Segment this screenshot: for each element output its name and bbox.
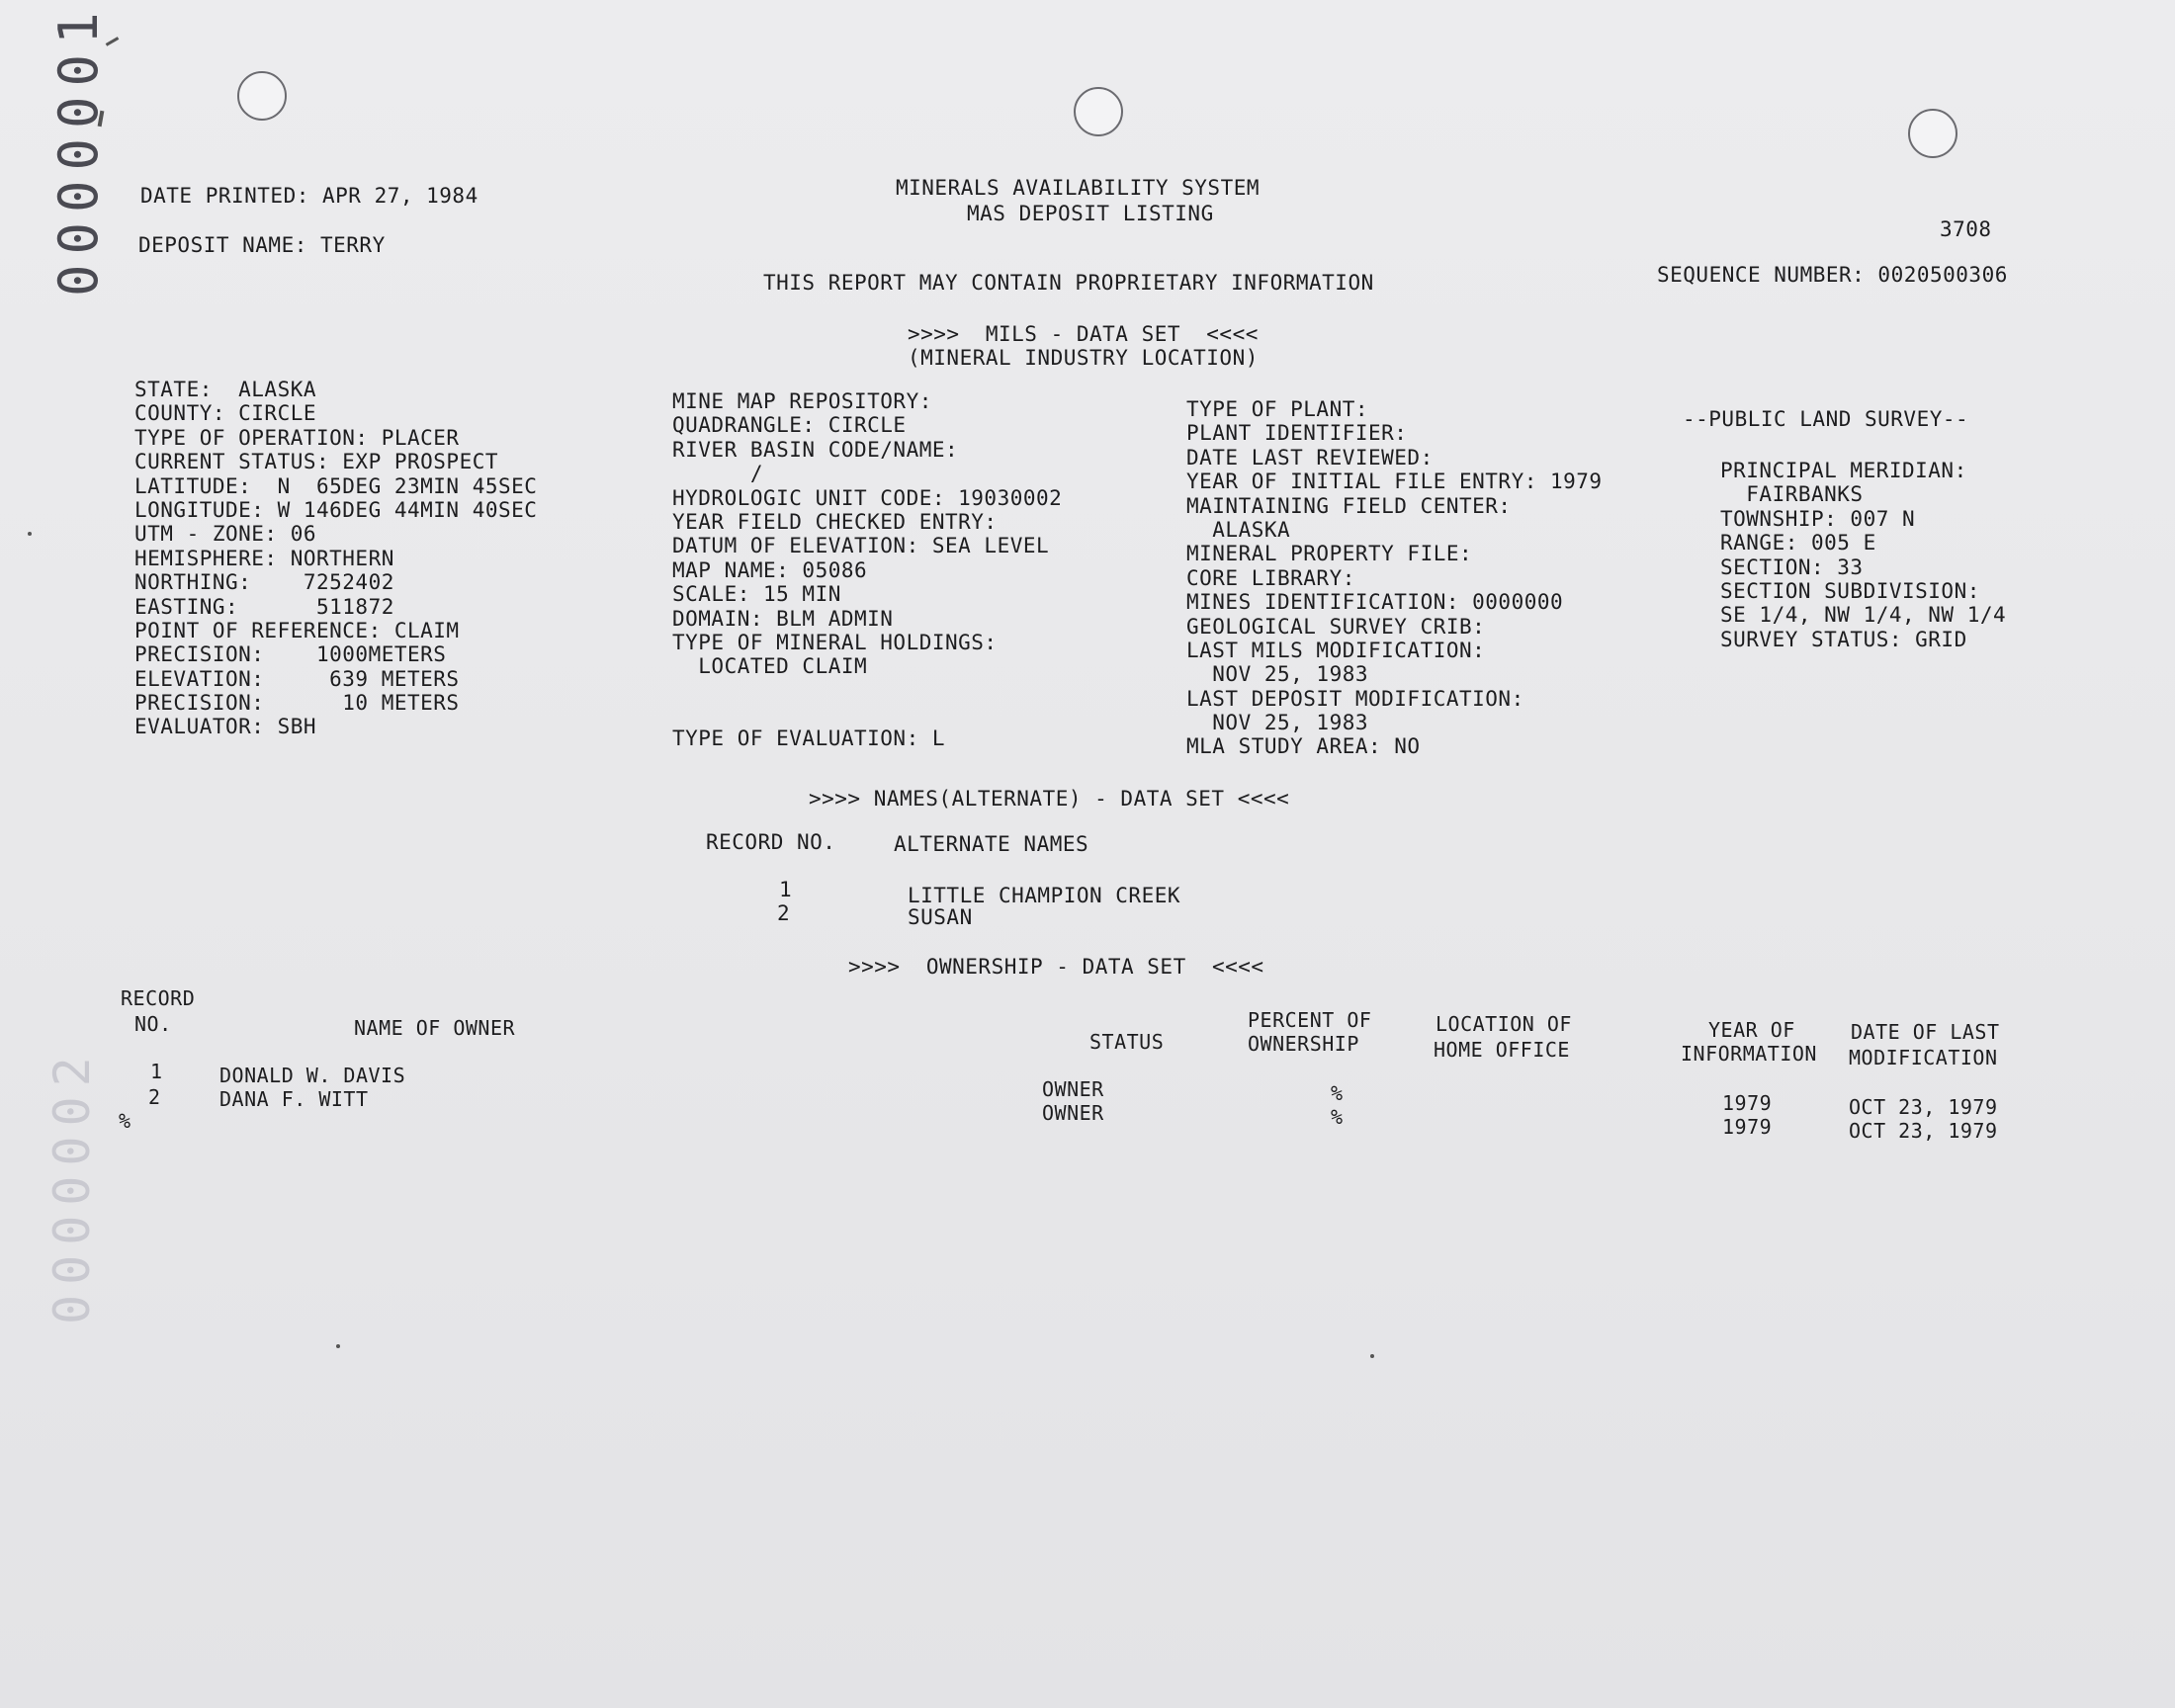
side-number-stamp-faint: 0000002 bbox=[44, 1047, 101, 1324]
date-printed: DATE PRINTED: APR 27, 1984 bbox=[140, 184, 478, 208]
own-header-date: MODIFICATION bbox=[1849, 1046, 1998, 1069]
owner-date: OCT 23, 1979 bbox=[1849, 1119, 1998, 1143]
field-line: MLA STUDY AREA: NO bbox=[1186, 734, 1421, 759]
field-line: ALASKA bbox=[1186, 517, 1291, 542]
field-line: MINES IDENTIFICATION: 0000000 bbox=[1186, 590, 1564, 615]
owner-percent: % bbox=[1331, 1081, 1344, 1105]
ownership-heading: >>>> OWNERSHIP - DATA SET <<<< bbox=[848, 955, 1264, 979]
own-header-record: RECORD bbox=[121, 986, 196, 1010]
field-line: MINE MAP REPOSITORY: bbox=[672, 389, 932, 413]
own-header-year: INFORMATION bbox=[1681, 1042, 1817, 1066]
alt-name: LITTLE CHAMPION CREEK bbox=[908, 884, 1181, 907]
side-number-stamp: 0000001 bbox=[47, 2, 110, 297]
field-line: DATE LAST REVIEWED: bbox=[1186, 445, 1434, 470]
field-line: MINERAL PROPERTY FILE: bbox=[1186, 542, 1473, 566]
proprietary-note: THIS REPORT MAY CONTAIN PROPRIETARY INFORMATION bbox=[763, 271, 1374, 295]
owner-name: DANA F. WITT bbox=[219, 1087, 369, 1111]
field-line: PRECISION: 10 METERS bbox=[134, 691, 460, 716]
land-survey-title: --PUBLIC LAND SURVEY-- bbox=[1683, 407, 1969, 431]
field-line: LONGITUDE: W 146DEG 44MIN 40SEC bbox=[134, 497, 538, 522]
mils-heading: >>>> MILS - DATA SET <<<< bbox=[908, 322, 1259, 346]
names-col-record: RECORD NO. bbox=[706, 830, 836, 854]
own-header-status: STATUS bbox=[1089, 1030, 1165, 1054]
field-line: NORTHING: 7252402 bbox=[134, 570, 394, 595]
field-line: LAST DEPOSIT MODIFICATION: bbox=[1186, 686, 1524, 711]
field-line: CURRENT STATUS: EXP PROSPECT bbox=[134, 450, 499, 474]
owner-status: OWNER bbox=[1042, 1101, 1104, 1125]
alt-name-no: 1 bbox=[779, 878, 793, 901]
owner-date: OCT 23, 1979 bbox=[1849, 1095, 1998, 1119]
field-line: TYPE OF EVALUATION: L bbox=[672, 726, 946, 751]
system-title: MINERALS AVAILABILITY SYSTEM bbox=[896, 176, 1261, 200]
field-line: MAINTAINING FIELD CENTER: bbox=[1186, 493, 1512, 518]
owner-year: 1979 bbox=[1722, 1091, 1773, 1115]
field-line: FAIRBANKS bbox=[1720, 482, 1864, 507]
page-number: 3708 bbox=[1940, 217, 1992, 241]
owner-status: OWNER bbox=[1042, 1077, 1104, 1101]
mils-map-column bbox=[672, 389, 1062, 751]
field-line bbox=[672, 679, 1062, 703]
field-line: YEAR FIELD CHECKED ENTRY: bbox=[672, 509, 998, 534]
own-header-location: HOME OFFICE bbox=[1434, 1038, 1570, 1062]
field-line: PRINCIPAL MERIDIAN: bbox=[1720, 459, 1967, 482]
field-line: LOCATED CLAIM bbox=[672, 654, 868, 679]
listing-title: MAS DEPOSIT LISTING bbox=[967, 202, 1214, 225]
field-line: EASTING: 511872 bbox=[134, 594, 394, 619]
field-line: SCALE: 15 MIN bbox=[672, 582, 841, 607]
field-line: LAST MILS MODIFICATION: bbox=[1186, 638, 1486, 662]
field-line: / bbox=[672, 462, 764, 486]
alt-name: SUSAN bbox=[908, 905, 973, 929]
alt-name-no: 2 bbox=[777, 901, 791, 925]
field-line: MAP NAME: 05086 bbox=[672, 557, 868, 582]
field-line bbox=[672, 703, 1062, 726]
own-header-no: NO. bbox=[134, 1012, 172, 1036]
own-header-name: NAME OF OWNER bbox=[354, 1016, 516, 1040]
owner-percent: % bbox=[1331, 1105, 1344, 1129]
field-line: DOMAIN: BLM ADMIN bbox=[672, 606, 894, 631]
field-line: HYDROLOGIC UNIT CODE: 19030002 bbox=[672, 485, 1063, 510]
own-header-date: DATE OF LAST bbox=[1851, 1020, 2000, 1044]
punch-hole-right bbox=[1908, 109, 1958, 158]
own-header-location: LOCATION OF bbox=[1436, 1012, 1572, 1036]
field-line: EVALUATOR: SBH bbox=[134, 715, 317, 739]
field-line: LATITUDE: N 65DEG 23MIN 45SEC bbox=[134, 473, 538, 498]
field-line: SE 1/4, NW 1/4, NW 1/4 bbox=[1720, 603, 2007, 628]
field-line: SECTION: 33 bbox=[1720, 555, 1864, 579]
field-line: TYPE OF PLANT: bbox=[1186, 397, 1369, 421]
field-line: GEOLOGICAL SURVEY CRIB: bbox=[1186, 614, 1486, 639]
field-line: TOWNSHIP: 007 N bbox=[1720, 506, 1916, 531]
owner-record-no: 2 bbox=[148, 1085, 161, 1109]
names-col-names: ALTERNATE NAMES bbox=[894, 832, 1089, 856]
punch-hole-left bbox=[237, 71, 287, 121]
field-line: PLANT IDENTIFIER: bbox=[1186, 421, 1408, 446]
field-line: DATUM OF ELEVATION: SEA LEVEL bbox=[672, 534, 1050, 558]
field-line: UTM - ZONE: 06 bbox=[134, 522, 317, 547]
deposit-name: DEPOSIT NAME: TERRY bbox=[138, 233, 386, 257]
own-header-percent: OWNERSHIP bbox=[1248, 1032, 1359, 1056]
field-line: SECTION SUBDIVISION: bbox=[1720, 578, 1980, 603]
field-line: TYPE OF MINERAL HOLDINGS: bbox=[672, 630, 998, 654]
mils-location-column bbox=[134, 378, 537, 739]
names-heading: >>>> NAMES(ALTERNATE) - DATA SET <<<< bbox=[809, 787, 1290, 811]
field-line: NOV 25, 1983 bbox=[1186, 662, 1369, 687]
field-line: QUADRANGLE: CIRCLE bbox=[672, 413, 907, 438]
field-line: POINT OF REFERENCE: CLAIM bbox=[134, 618, 460, 642]
own-header-percent: PERCENT OF bbox=[1248, 1008, 1372, 1032]
mils-subheading: (MINERAL INDUSTRY LOCATION) bbox=[908, 346, 1259, 370]
field-line: COUNTY: CIRCLE bbox=[134, 401, 317, 426]
field-line: CORE LIBRARY: bbox=[1186, 565, 1355, 590]
field-line: RIVER BASIN CODE/NAME: bbox=[672, 437, 959, 462]
owner-record-no: 1 bbox=[150, 1060, 163, 1083]
owner-year: 1979 bbox=[1722, 1115, 1773, 1139]
sequence-number: SEQUENCE NUMBER: 0020500306 bbox=[1657, 263, 2008, 287]
field-line: SURVEY STATUS: GRID bbox=[1720, 627, 1967, 651]
field-line: RANGE: 005 E bbox=[1720, 531, 1876, 555]
own-header-year: YEAR OF bbox=[1708, 1018, 1795, 1042]
field-line: ELEVATION: 639 METERS bbox=[134, 666, 460, 691]
punch-hole-center bbox=[1074, 87, 1123, 136]
land-survey-column bbox=[1720, 459, 2006, 651]
stray-percent: % bbox=[119, 1109, 131, 1133]
speck bbox=[28, 532, 32, 536]
field-line: HEMISPHERE: NORTHERN bbox=[134, 546, 394, 570]
field-line: PRECISION: 1000METERS bbox=[134, 642, 447, 667]
field-line: TYPE OF OPERATION: PLACER bbox=[134, 425, 460, 450]
mils-plant-column bbox=[1186, 397, 1603, 759]
speck bbox=[336, 1344, 340, 1348]
owner-name: DONALD W. DAVIS bbox=[219, 1064, 406, 1087]
field-line: STATE: ALASKA bbox=[134, 378, 317, 401]
field-line: YEAR OF INITIAL FILE ENTRY: 1979 bbox=[1186, 470, 1603, 494]
field-line: NOV 25, 1983 bbox=[1186, 711, 1369, 735]
speck bbox=[1370, 1354, 1374, 1358]
